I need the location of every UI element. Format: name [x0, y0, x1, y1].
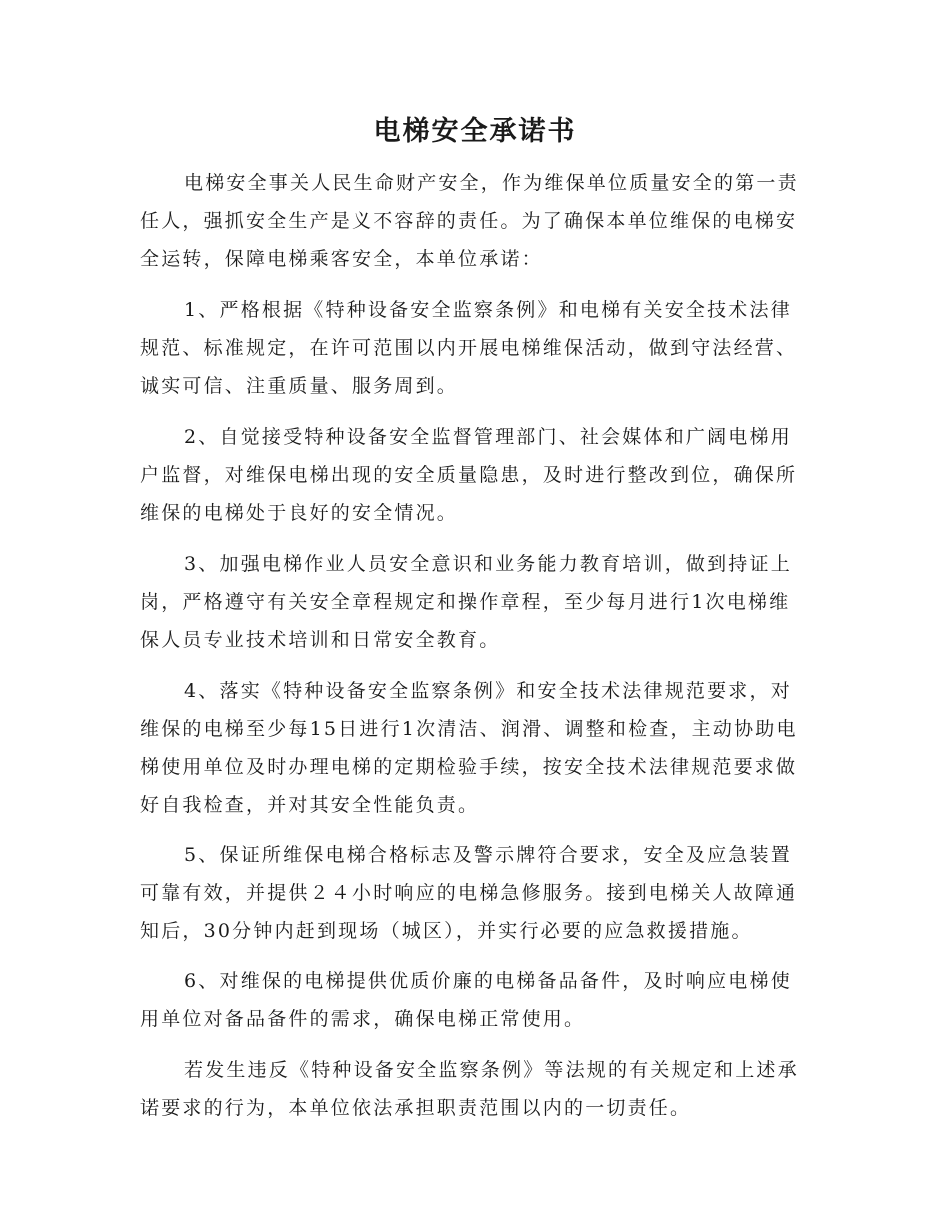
commitment-item-3: 3、加强电梯作业人员安全意识和业务能力教育培训，做到持证上岗，严格遵守有关安全章程规定和操作章程，至少每月进行1次电梯维保人员专业技术培训和日常安全教育。 [140, 553, 792, 651]
closing-paragraph: 若发生违反《特种设备安全监察条例》等法规的有关规定和上述承诺要求的行为，本单位依法承担职责范围以内的一切责任。 [140, 1059, 799, 1119]
commitment-item-2: 2、自觉接受特种设备安全监督管理部门、社会媒体和广阔电梯用户监督，对维保电梯出现的安全质量隐患，及时进行整改到位，确保所维保的电梯处于良好的安全情况。 [140, 426, 798, 524]
commitment-item-4: 4、落实《特种设备安全监察条例》和安全技术法律规范要求，对维保的电梯至少每15日进行1次清洁、润滑、调整和检查，主动协助电梯使用单位及时办理电梯的定期检验手续，按安全技术法律规范要求做好自我检查，并对其安全性能负责。 [140, 680, 798, 816]
commitment-item-1: 1、严格根据《特种设备安全监察条例》和电梯有关安全技术法律规范、标准规定，在许可范围以内开展电梯维保活动，做到守法经营、诚实可信、注重质量、服务周到。 [140, 299, 798, 397]
document-title: 电梯安全承诺书 [373, 116, 577, 147]
commitment-item-6: 6、对维保的电梯提供优质价廉的电梯备品备件，及时响应电梯使用单位对备品备件的需求，确保电梯正常使用。 [140, 970, 792, 1030]
intro-paragraph: 电梯安全事关人民生命财产安全，作为维保单位质量安全的第一责任人，强抓安全生产是义不容辞的责任。为了确保本单位维保的电梯安全运转，保障电梯乘客安全，本单位承诺： [140, 172, 799, 270]
commitment-item-5: 5、保证所维保电梯合格标志及警示牌符合要求，安全及应急装置可靠有效，并提供２４小时响应的电梯急修服务。接到电梯关人故障通知后，30分钟内赶到现场（城区），并实行必要的应急救援措施。 [140, 844, 798, 942]
